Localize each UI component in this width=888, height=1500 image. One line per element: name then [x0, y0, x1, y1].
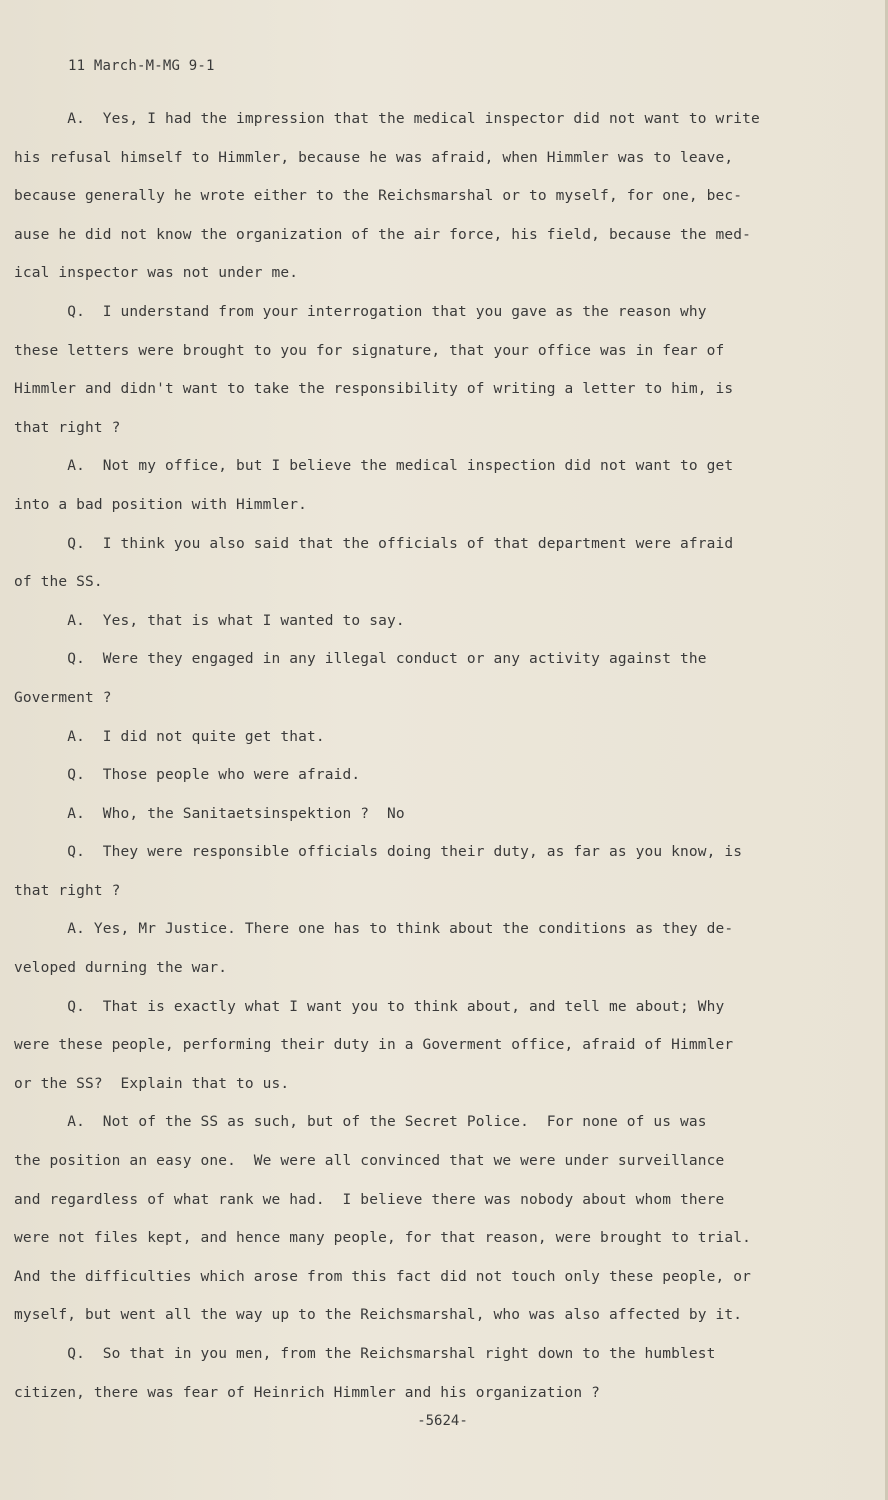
transcript-line: And the difficulties which arose from this fact did not touch only these people, or	[14, 1268, 752, 1285]
page-number: -5624-	[417, 1413, 468, 1429]
page-header: 11 March-M-MG 9-1	[68, 58, 215, 74]
transcript-line: Goverment ?	[14, 689, 112, 706]
transcript-line: into a bad position with Himmler.	[14, 496, 308, 513]
transcript-line: Himmler and didn't want to take the responsibility of writing a letter to him, is	[14, 381, 734, 398]
transcript-line: ause he did not know the organization of the air force, his field, because the med-	[14, 226, 752, 243]
transcript-line: and regardless of what rank we had. I believe there was nobody about whom there	[14, 1191, 725, 1208]
transcript-line: were not files kept, and hence many people, for that reason, were brought to trial.	[14, 1230, 752, 1247]
transcript-line: of the SS.	[14, 574, 103, 591]
transcript-line: A. Yes, that is what I wanted to say.	[14, 612, 405, 629]
transcript-line: that right ?	[14, 419, 121, 436]
transcript-line: A. Not my office, but I believe the medical inspection did not want to get	[14, 458, 734, 475]
transcript-line: Q. Were they engaged in any illegal conduct or any activity against the	[14, 651, 707, 668]
transcript-line: myself, but went all the way up to the Reichsmarshal, who was also affected by it.	[14, 1307, 743, 1324]
transcript-line: A. Yes, I had the impression that the medical inspector did not want to write	[14, 111, 760, 127]
transcript-line: the position an easy one. We were all convinced that we were under surveillance	[14, 1153, 725, 1170]
transcript-line: A. Yes, Mr Justice. There one has to think about the conditions as they de-	[14, 921, 734, 938]
transcript-line: that right ?	[14, 882, 121, 899]
transcript-line: A. Not of the SS as such, but of the Secret Police. For none of us was	[14, 1114, 707, 1131]
transcript-line: veloped durning the war.	[14, 960, 228, 977]
transcript-line: these letters were brought to you for signature, that your office was in fear of	[14, 342, 725, 359]
transcript-line: Q. I understand from your interrogation that you gave as the reason why	[14, 303, 707, 320]
transcript-line: A. Who, the Sanitaetsinspektion ? No	[14, 805, 405, 822]
transcript-body	[14, 106, 834, 1418]
transcript-line: or the SS? Explain that to us.	[14, 1075, 290, 1092]
transcript-line: Q. Those people who were afraid.	[14, 767, 361, 784]
transcript-line: A. I did not quite get that.	[14, 728, 325, 745]
transcript-line: were these people, performing their duty in a Goverment office, afraid of Himmler	[14, 1037, 734, 1054]
transcript-line: because generally he wrote either to the Reichsmarshal or to myself, for one, bec-	[14, 188, 743, 205]
transcript-line: ical inspector was not under me.	[14, 265, 299, 282]
transcript-line: Q. I think you also said that the officials of that department were afraid	[14, 535, 734, 552]
transcript-line: Q. That is exactly what I want you to think about, and tell me about; Why	[14, 998, 725, 1015]
transcript-line: Q. So that in you men, from the Reichsmarshal right down to the humblest	[14, 1346, 716, 1362]
transcript-line: his refusal himself to Himmler, because he was afraid, when Himmler was to leave,	[14, 149, 734, 166]
transcript-line: citizen, there was fear of Heinrich Himmler and his organization ?	[14, 1384, 601, 1401]
transcript-line: Q. They were responsible officials doing their duty, as far as you know, is	[14, 844, 743, 861]
